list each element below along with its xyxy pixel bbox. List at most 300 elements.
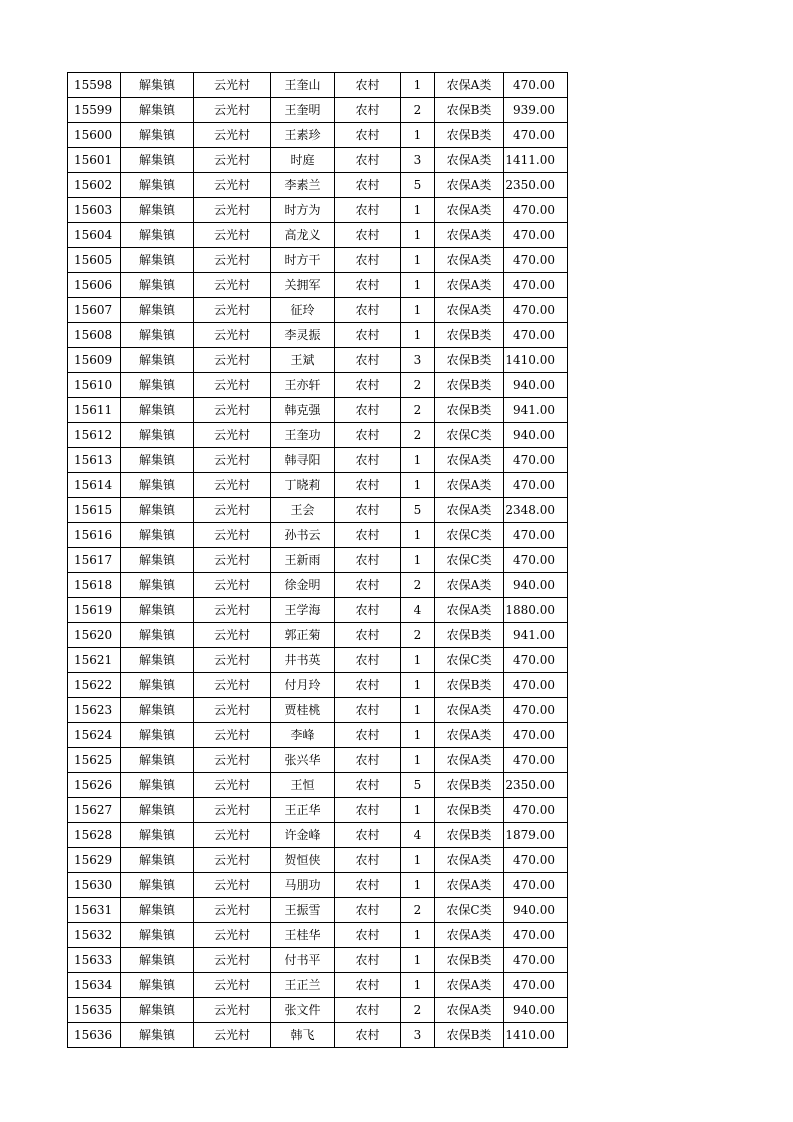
table-row xyxy=(68,198,568,223)
household-type-cell: 农村 xyxy=(335,123,401,148)
amount-cell: 940.00 xyxy=(504,423,568,448)
amount-cell: 1411.00 xyxy=(504,148,568,173)
household-type-cell: 农村 xyxy=(335,398,401,423)
table-row xyxy=(68,648,568,673)
table-row xyxy=(68,998,568,1023)
table-row xyxy=(68,98,568,123)
name-cell: 王奎功 xyxy=(271,423,335,448)
insurance-category-cell: 农保A类 xyxy=(435,198,504,223)
household-type-cell: 农村 xyxy=(335,98,401,123)
record-id-cell: 15611 xyxy=(68,398,121,423)
town-cell: 解集镇 xyxy=(121,198,194,223)
name-cell: 付书平 xyxy=(271,948,335,973)
amount-cell: 470.00 xyxy=(504,723,568,748)
amount-cell: 941.00 xyxy=(504,398,568,423)
amount-cell: 470.00 xyxy=(504,648,568,673)
household-type-cell: 农村 xyxy=(335,898,401,923)
town-cell: 解集镇 xyxy=(121,173,194,198)
town-cell: 解集镇 xyxy=(121,848,194,873)
town-cell: 解集镇 xyxy=(121,248,194,273)
insurance-category-cell: 农保A类 xyxy=(435,998,504,1023)
town-cell: 解集镇 xyxy=(121,723,194,748)
table-row xyxy=(68,898,568,923)
amount-cell: 470.00 xyxy=(504,848,568,873)
village-cell: 云光村 xyxy=(194,398,271,423)
insurance-category-cell: 农保B类 xyxy=(435,123,504,148)
town-cell: 解集镇 xyxy=(121,748,194,773)
household-type-cell: 农村 xyxy=(335,798,401,823)
table-row xyxy=(68,123,568,148)
village-cell: 云光村 xyxy=(194,273,271,298)
record-id-cell: 15603 xyxy=(68,198,121,223)
record-id-cell: 15607 xyxy=(68,298,121,323)
amount-cell: 1410.00 xyxy=(504,348,568,373)
town-cell: 解集镇 xyxy=(121,623,194,648)
village-cell: 云光村 xyxy=(194,223,271,248)
town-cell: 解集镇 xyxy=(121,273,194,298)
amount-cell: 470.00 xyxy=(504,448,568,473)
village-cell: 云光村 xyxy=(194,698,271,723)
village-cell: 云光村 xyxy=(194,573,271,598)
insurance-category-cell: 农保A类 xyxy=(435,223,504,248)
member-count-cell: 1 xyxy=(401,723,435,748)
member-count-cell: 1 xyxy=(401,248,435,273)
member-count-cell: 1 xyxy=(401,198,435,223)
village-cell: 云光村 xyxy=(194,998,271,1023)
table-row xyxy=(68,548,568,573)
table-row xyxy=(68,823,568,848)
insurance-category-cell: 农保C类 xyxy=(435,548,504,573)
town-cell: 解集镇 xyxy=(121,448,194,473)
insurance-category-cell: 农保A类 xyxy=(435,273,504,298)
village-cell: 云光村 xyxy=(194,298,271,323)
table-row xyxy=(68,148,568,173)
amount-cell: 470.00 xyxy=(504,73,568,98)
town-cell: 解集镇 xyxy=(121,73,194,98)
table-row xyxy=(68,1023,568,1048)
record-id-cell: 15604 xyxy=(68,223,121,248)
member-count-cell: 1 xyxy=(401,673,435,698)
town-cell: 解集镇 xyxy=(121,923,194,948)
name-cell: 王桂华 xyxy=(271,923,335,948)
table-row xyxy=(68,248,568,273)
household-type-cell: 农村 xyxy=(335,548,401,573)
table-row xyxy=(68,73,568,98)
record-id-cell: 15602 xyxy=(68,173,121,198)
name-cell: 王素珍 xyxy=(271,123,335,148)
name-cell: 井书英 xyxy=(271,648,335,673)
insurance-category-cell: 农保B类 xyxy=(435,373,504,398)
town-cell: 解集镇 xyxy=(121,548,194,573)
village-cell: 云光村 xyxy=(194,798,271,823)
town-cell: 解集镇 xyxy=(121,373,194,398)
member-count-cell: 2 xyxy=(401,623,435,648)
village-cell: 云光村 xyxy=(194,73,271,98)
household-type-cell: 农村 xyxy=(335,973,401,998)
record-id-cell: 15620 xyxy=(68,623,121,648)
table-row xyxy=(68,523,568,548)
insurance-category-cell: 农保A类 xyxy=(435,923,504,948)
village-cell: 云光村 xyxy=(194,1023,271,1048)
record-id-cell: 15614 xyxy=(68,473,121,498)
insurance-category-cell: 农保A类 xyxy=(435,173,504,198)
record-id-cell: 15631 xyxy=(68,898,121,923)
member-count-cell: 2 xyxy=(401,398,435,423)
record-id-cell: 15630 xyxy=(68,873,121,898)
roster-table xyxy=(67,72,568,1048)
household-type-cell: 农村 xyxy=(335,148,401,173)
table-row xyxy=(68,448,568,473)
household-type-cell: 农村 xyxy=(335,773,401,798)
table-row xyxy=(68,323,568,348)
amount-cell: 1879.00 xyxy=(504,823,568,848)
insurance-category-cell: 农保A类 xyxy=(435,473,504,498)
record-id-cell: 15624 xyxy=(68,723,121,748)
village-cell: 云光村 xyxy=(194,548,271,573)
village-cell: 云光村 xyxy=(194,923,271,948)
member-count-cell: 5 xyxy=(401,173,435,198)
name-cell: 王振雪 xyxy=(271,898,335,923)
name-cell: 王奎山 xyxy=(271,73,335,98)
member-count-cell: 1 xyxy=(401,323,435,348)
town-cell: 解集镇 xyxy=(121,973,194,998)
name-cell: 许金峰 xyxy=(271,823,335,848)
amount-cell: 470.00 xyxy=(504,948,568,973)
record-id-cell: 15598 xyxy=(68,73,121,98)
amount-cell: 470.00 xyxy=(504,798,568,823)
household-type-cell: 农村 xyxy=(335,73,401,98)
member-count-cell: 2 xyxy=(401,998,435,1023)
table-row xyxy=(68,848,568,873)
amount-cell: 470.00 xyxy=(504,223,568,248)
record-id-cell: 15627 xyxy=(68,798,121,823)
name-cell: 王亦轩 xyxy=(271,373,335,398)
household-type-cell: 农村 xyxy=(335,248,401,273)
table-row xyxy=(68,373,568,398)
member-count-cell: 1 xyxy=(401,123,435,148)
amount-cell: 2348.00 xyxy=(504,498,568,523)
record-id-cell: 15608 xyxy=(68,323,121,348)
village-cell: 云光村 xyxy=(194,623,271,648)
insurance-category-cell: 农保B类 xyxy=(435,623,504,648)
village-cell: 云光村 xyxy=(194,98,271,123)
village-cell: 云光村 xyxy=(194,723,271,748)
insurance-category-cell: 农保A类 xyxy=(435,73,504,98)
member-count-cell: 1 xyxy=(401,223,435,248)
household-type-cell: 农村 xyxy=(335,873,401,898)
village-cell: 云光村 xyxy=(194,373,271,398)
amount-cell: 470.00 xyxy=(504,973,568,998)
household-type-cell: 农村 xyxy=(335,723,401,748)
member-count-cell: 2 xyxy=(401,373,435,398)
record-id-cell: 15610 xyxy=(68,373,121,398)
name-cell: 时方干 xyxy=(271,248,335,273)
record-id-cell: 15625 xyxy=(68,748,121,773)
town-cell: 解集镇 xyxy=(121,773,194,798)
name-cell: 征玲 xyxy=(271,298,335,323)
member-count-cell: 2 xyxy=(401,423,435,448)
record-id-cell: 15599 xyxy=(68,98,121,123)
insurance-category-cell: 农保A类 xyxy=(435,248,504,273)
record-id-cell: 15632 xyxy=(68,923,121,948)
amount-cell: 470.00 xyxy=(504,248,568,273)
insurance-category-cell: 农保B类 xyxy=(435,673,504,698)
town-cell: 解集镇 xyxy=(121,798,194,823)
name-cell: 李素兰 xyxy=(271,173,335,198)
table-row xyxy=(68,673,568,698)
table-row xyxy=(68,873,568,898)
household-type-cell: 农村 xyxy=(335,348,401,373)
town-cell: 解集镇 xyxy=(121,1023,194,1048)
member-count-cell: 3 xyxy=(401,148,435,173)
record-id-cell: 15613 xyxy=(68,448,121,473)
member-count-cell: 1 xyxy=(401,748,435,773)
name-cell: 孙书云 xyxy=(271,523,335,548)
insurance-category-cell: 农保B类 xyxy=(435,398,504,423)
amount-cell: 470.00 xyxy=(504,198,568,223)
household-type-cell: 农村 xyxy=(335,923,401,948)
amount-cell: 470.00 xyxy=(504,923,568,948)
name-cell: 韩克强 xyxy=(271,398,335,423)
village-cell: 云光村 xyxy=(194,323,271,348)
table-row xyxy=(68,623,568,648)
member-count-cell: 1 xyxy=(401,798,435,823)
village-cell: 云光村 xyxy=(194,498,271,523)
member-count-cell: 1 xyxy=(401,298,435,323)
town-cell: 解集镇 xyxy=(121,998,194,1023)
member-count-cell: 1 xyxy=(401,648,435,673)
town-cell: 解集镇 xyxy=(121,473,194,498)
town-cell: 解集镇 xyxy=(121,223,194,248)
name-cell: 王正兰 xyxy=(271,973,335,998)
name-cell: 王奎明 xyxy=(271,98,335,123)
amount-cell: 470.00 xyxy=(504,273,568,298)
record-id-cell: 15606 xyxy=(68,273,121,298)
name-cell: 王学海 xyxy=(271,598,335,623)
member-count-cell: 1 xyxy=(401,948,435,973)
name-cell: 时方为 xyxy=(271,198,335,223)
amount-cell: 940.00 xyxy=(504,373,568,398)
amount-cell: 470.00 xyxy=(504,523,568,548)
household-type-cell: 农村 xyxy=(335,273,401,298)
member-count-cell: 1 xyxy=(401,848,435,873)
household-type-cell: 农村 xyxy=(335,448,401,473)
name-cell: 贾桂桃 xyxy=(271,698,335,723)
table-row xyxy=(68,348,568,373)
town-cell: 解集镇 xyxy=(121,298,194,323)
village-cell: 云光村 xyxy=(194,648,271,673)
insurance-category-cell: 农保B类 xyxy=(435,773,504,798)
amount-cell: 940.00 xyxy=(504,898,568,923)
member-count-cell: 3 xyxy=(401,1023,435,1048)
insurance-category-cell: 农保A类 xyxy=(435,298,504,323)
insurance-category-cell: 农保B类 xyxy=(435,1023,504,1048)
amount-cell: 2350.00 xyxy=(504,173,568,198)
insurance-category-cell: 农保A类 xyxy=(435,498,504,523)
record-id-cell: 15615 xyxy=(68,498,121,523)
village-cell: 云光村 xyxy=(194,148,271,173)
village-cell: 云光村 xyxy=(194,973,271,998)
member-count-cell: 3 xyxy=(401,348,435,373)
amount-cell: 470.00 xyxy=(504,548,568,573)
village-cell: 云光村 xyxy=(194,423,271,448)
table-row xyxy=(68,723,568,748)
insurance-category-cell: 农保B类 xyxy=(435,948,504,973)
household-type-cell: 农村 xyxy=(335,1023,401,1048)
household-type-cell: 农村 xyxy=(335,598,401,623)
insurance-category-cell: 农保A类 xyxy=(435,873,504,898)
amount-cell: 941.00 xyxy=(504,623,568,648)
record-id-cell: 15633 xyxy=(68,948,121,973)
record-id-cell: 15619 xyxy=(68,598,121,623)
household-type-cell: 农村 xyxy=(335,523,401,548)
town-cell: 解集镇 xyxy=(121,598,194,623)
record-id-cell: 15628 xyxy=(68,823,121,848)
member-count-cell: 1 xyxy=(401,73,435,98)
amount-cell: 939.00 xyxy=(504,98,568,123)
record-id-cell: 15618 xyxy=(68,573,121,598)
name-cell: 王斌 xyxy=(271,348,335,373)
member-count-cell: 2 xyxy=(401,898,435,923)
household-type-cell: 农村 xyxy=(335,623,401,648)
insurance-category-cell: 农保C类 xyxy=(435,898,504,923)
name-cell: 张文件 xyxy=(271,998,335,1023)
town-cell: 解集镇 xyxy=(121,648,194,673)
village-cell: 云光村 xyxy=(194,873,271,898)
record-id-cell: 15616 xyxy=(68,523,121,548)
town-cell: 解集镇 xyxy=(121,523,194,548)
town-cell: 解集镇 xyxy=(121,123,194,148)
name-cell: 韩寻阳 xyxy=(271,448,335,473)
table-row xyxy=(68,273,568,298)
record-id-cell: 15629 xyxy=(68,848,121,873)
member-count-cell: 1 xyxy=(401,448,435,473)
insurance-category-cell: 农保A类 xyxy=(435,573,504,598)
amount-cell: 470.00 xyxy=(504,673,568,698)
town-cell: 解集镇 xyxy=(121,673,194,698)
insurance-category-cell: 农保C类 xyxy=(435,523,504,548)
household-type-cell: 农村 xyxy=(335,998,401,1023)
village-cell: 云光村 xyxy=(194,348,271,373)
town-cell: 解集镇 xyxy=(121,698,194,723)
insurance-category-cell: 农保A类 xyxy=(435,448,504,473)
amount-cell: 470.00 xyxy=(504,748,568,773)
insurance-category-cell: 农保A类 xyxy=(435,723,504,748)
member-count-cell: 4 xyxy=(401,598,435,623)
household-type-cell: 农村 xyxy=(335,373,401,398)
insurance-category-cell: 农保B类 xyxy=(435,323,504,348)
household-type-cell: 农村 xyxy=(335,173,401,198)
table-row xyxy=(68,573,568,598)
household-type-cell: 农村 xyxy=(335,748,401,773)
insurance-category-cell: 农保C类 xyxy=(435,648,504,673)
table-body xyxy=(68,73,568,1048)
record-id-cell: 15635 xyxy=(68,998,121,1023)
name-cell: 李峰 xyxy=(271,723,335,748)
table-row xyxy=(68,948,568,973)
household-type-cell: 农村 xyxy=(335,298,401,323)
table-row xyxy=(68,973,568,998)
amount-cell: 470.00 xyxy=(504,298,568,323)
name-cell: 王正华 xyxy=(271,798,335,823)
amount-cell: 1410.00 xyxy=(504,1023,568,1048)
town-cell: 解集镇 xyxy=(121,98,194,123)
name-cell: 韩飞 xyxy=(271,1023,335,1048)
table-row xyxy=(68,173,568,198)
member-count-cell: 1 xyxy=(401,698,435,723)
town-cell: 解集镇 xyxy=(121,323,194,348)
table-row xyxy=(68,398,568,423)
town-cell: 解集镇 xyxy=(121,873,194,898)
household-type-cell: 农村 xyxy=(335,648,401,673)
name-cell: 郭正菊 xyxy=(271,623,335,648)
member-count-cell: 2 xyxy=(401,573,435,598)
town-cell: 解集镇 xyxy=(121,423,194,448)
household-type-cell: 农村 xyxy=(335,823,401,848)
table-row xyxy=(68,498,568,523)
insurance-category-cell: 农保C类 xyxy=(435,423,504,448)
town-cell: 解集镇 xyxy=(121,398,194,423)
name-cell: 时庭 xyxy=(271,148,335,173)
household-type-cell: 农村 xyxy=(335,423,401,448)
household-type-cell: 农村 xyxy=(335,473,401,498)
member-count-cell: 5 xyxy=(401,498,435,523)
amount-cell: 470.00 xyxy=(504,323,568,348)
member-count-cell: 1 xyxy=(401,548,435,573)
village-cell: 云光村 xyxy=(194,198,271,223)
amount-cell: 470.00 xyxy=(504,473,568,498)
insurance-category-cell: 农保A类 xyxy=(435,748,504,773)
record-id-cell: 15626 xyxy=(68,773,121,798)
village-cell: 云光村 xyxy=(194,898,271,923)
insurance-category-cell: 农保A类 xyxy=(435,598,504,623)
amount-cell: 470.00 xyxy=(504,123,568,148)
record-id-cell: 15621 xyxy=(68,648,121,673)
household-type-cell: 农村 xyxy=(335,198,401,223)
member-count-cell: 4 xyxy=(401,823,435,848)
household-type-cell: 农村 xyxy=(335,948,401,973)
insurance-category-cell: 农保A类 xyxy=(435,148,504,173)
name-cell: 高龙义 xyxy=(271,223,335,248)
insurance-category-cell: 农保B类 xyxy=(435,823,504,848)
name-cell: 王新雨 xyxy=(271,548,335,573)
name-cell: 张兴华 xyxy=(271,748,335,773)
table-row xyxy=(68,223,568,248)
table-row xyxy=(68,423,568,448)
household-type-cell: 农村 xyxy=(335,498,401,523)
village-cell: 云光村 xyxy=(194,523,271,548)
insurance-category-cell: 农保A类 xyxy=(435,848,504,873)
insurance-category-cell: 农保B类 xyxy=(435,98,504,123)
member-count-cell: 5 xyxy=(401,773,435,798)
table-row xyxy=(68,748,568,773)
name-cell: 关拥军 xyxy=(271,273,335,298)
village-cell: 云光村 xyxy=(194,173,271,198)
name-cell: 付月玲 xyxy=(271,673,335,698)
village-cell: 云光村 xyxy=(194,673,271,698)
household-type-cell: 农村 xyxy=(335,848,401,873)
table-row xyxy=(68,798,568,823)
household-type-cell: 农村 xyxy=(335,673,401,698)
name-cell: 贺恒侠 xyxy=(271,848,335,873)
name-cell: 李灵振 xyxy=(271,323,335,348)
town-cell: 解集镇 xyxy=(121,948,194,973)
name-cell: 王会 xyxy=(271,498,335,523)
record-id-cell: 15609 xyxy=(68,348,121,373)
name-cell: 丁晓莉 xyxy=(271,473,335,498)
table-row xyxy=(68,923,568,948)
table-row xyxy=(68,598,568,623)
